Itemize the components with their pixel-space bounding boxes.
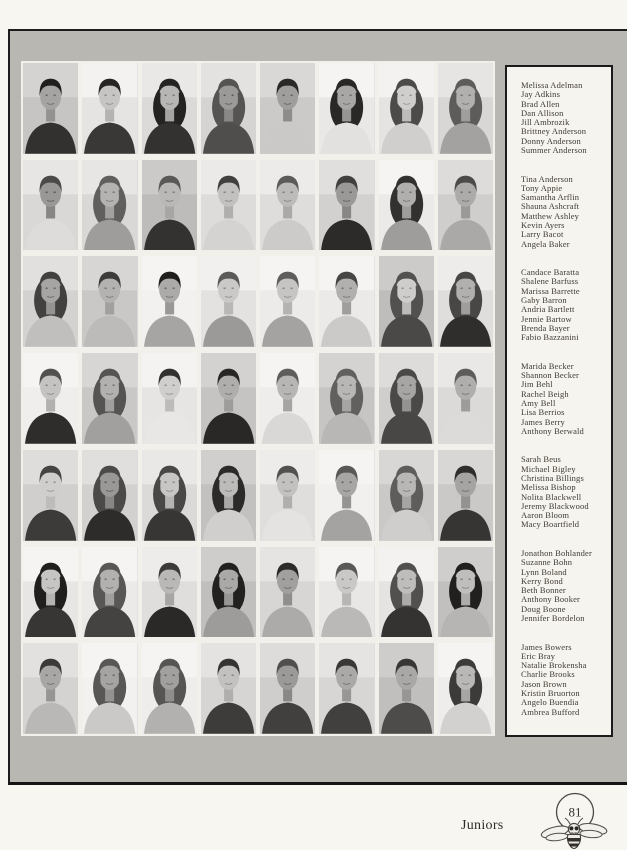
student-name: Jay Adkins [521, 89, 561, 100]
student-name: Tina Anderson [521, 174, 573, 184]
portrait-photo [319, 547, 374, 638]
portrait-photo-grid [23, 63, 493, 734]
student-name: Brad Allen [521, 98, 560, 109]
section-label: Juniors [461, 818, 504, 833]
portrait-photo [201, 643, 256, 734]
portrait-photo [319, 450, 374, 541]
student-name: Jason Brown [521, 678, 567, 689]
student-name: Shauna Ashcraft [521, 201, 580, 212]
name-group-row-6 [521, 549, 607, 643]
student-name: Ambrea Bufford [521, 706, 580, 717]
student-name: Melissa Adelman [521, 81, 583, 90]
portrait-photo [142, 450, 197, 541]
student-name: Matthew Ashley [521, 210, 580, 221]
student-name: Amy Bell [521, 397, 556, 408]
portrait-photo [379, 547, 434, 638]
portrait-photo [379, 450, 434, 541]
portrait-photo [23, 256, 78, 347]
portrait-photo [260, 353, 315, 444]
portrait-photo [142, 547, 197, 638]
portrait-photo [319, 256, 374, 347]
student-name: Shannon Becker [521, 370, 580, 381]
student-name: Christina Billings [521, 472, 584, 483]
portrait-photo [201, 256, 256, 347]
student-name: Summer Anderson [521, 145, 587, 156]
student-name: Jennifer Bordelon [521, 613, 585, 624]
portrait-photo [201, 353, 256, 444]
student-name: Jeremy Blackwood [521, 500, 589, 511]
portrait-photo [201, 547, 256, 638]
portrait-photo [260, 63, 315, 154]
student-name: Macy Boartfield [521, 519, 580, 530]
page-number: 81 [568, 804, 582, 820]
portrait-photo [379, 160, 434, 251]
student-name: Nolita Blackwell [521, 491, 582, 502]
portrait-photo [82, 353, 137, 444]
portrait-photo [142, 643, 197, 734]
student-name: Melissa Bishop [521, 482, 576, 493]
student-name: Rachel Beigh [521, 388, 569, 399]
name-group-row-1 [521, 81, 607, 175]
student-name: Lisa Berrios [521, 407, 565, 418]
portrait-photo [82, 643, 137, 734]
student-name: Marida Becker [521, 361, 574, 371]
portrait-photo [23, 547, 78, 638]
portrait-photo [82, 256, 137, 347]
student-names-panel [505, 65, 613, 737]
student-name: Marissa Barrette [521, 285, 580, 296]
student-name: Michael Bigley [521, 463, 576, 474]
portrait-photo [23, 160, 78, 251]
student-name: Beth Bonner [521, 585, 566, 596]
portrait-photo [82, 63, 137, 154]
portrait-photo [438, 450, 493, 541]
portrait-photo [319, 353, 374, 444]
student-name: Candace Baratta [521, 268, 580, 278]
student-name: Tony Appie [521, 182, 563, 193]
student-name: Charlie Brooks [521, 669, 575, 680]
bee-mascot-icon [538, 791, 610, 849]
student-name: Gaby Barron [521, 295, 567, 306]
portrait-photo [260, 160, 315, 251]
portrait-photo [142, 353, 197, 444]
student-name: Samantha Arflin [521, 192, 580, 203]
student-name: Natalie Brokensha [521, 660, 587, 671]
portrait-photo [438, 353, 493, 444]
portrait-photo [260, 547, 315, 638]
name-group-row-3 [521, 268, 607, 362]
name-group-row-4 [521, 362, 607, 456]
portrait-photo [201, 160, 256, 251]
student-name: Shalene Barfuss [521, 276, 579, 287]
portrait-photo [260, 256, 315, 347]
student-name: Angelo Buendia [521, 697, 579, 708]
portrait-photo [379, 643, 434, 734]
student-name: James Berry [521, 416, 565, 427]
student-name: Suzanne Bohn [521, 557, 573, 568]
student-name: Anthony Booker [521, 594, 580, 605]
student-name: Dan Allison [521, 107, 564, 118]
portrait-photo [201, 450, 256, 541]
student-name: Jim Behl [521, 379, 553, 390]
portrait-photo [319, 63, 374, 154]
student-name: Eric Bray [521, 650, 556, 661]
portrait-photo [142, 256, 197, 347]
portrait-photo [438, 256, 493, 347]
portrait-photo [142, 160, 197, 251]
student-name: Sarah Beus [521, 455, 561, 465]
name-group-row-7 [521, 643, 607, 737]
portrait-photo [438, 643, 493, 734]
portrait-photo [201, 63, 256, 154]
student-name: Donny Anderson [521, 135, 581, 146]
student-name: Jill Ambrozik [521, 117, 570, 128]
portrait-photo [23, 643, 78, 734]
portrait-photo [23, 63, 78, 154]
student-name: Lynn Boland [521, 566, 567, 577]
portrait-photo [438, 63, 493, 154]
student-name: Doug Boone [521, 603, 566, 614]
name-group-row-2 [521, 175, 607, 269]
student-name: Jonathon Bohlander [521, 548, 592, 558]
student-name: Brittney Anderson [521, 126, 587, 137]
portrait-photo [319, 160, 374, 251]
portrait-photo [23, 450, 78, 541]
portrait-photo [82, 450, 137, 541]
portrait-photo [319, 643, 374, 734]
portrait-photo-block [21, 61, 495, 736]
student-name: Larry Bacot [521, 229, 564, 240]
student-name: Jennie Bartow [521, 313, 572, 324]
portrait-photo [23, 353, 78, 444]
portrait-photo [82, 160, 137, 251]
student-name: Brenda Bayer [521, 322, 570, 333]
student-name: Anthony Berwald [521, 425, 584, 436]
student-name: Aaron Bloom [521, 510, 570, 521]
portrait-photo [142, 63, 197, 154]
portrait-photo [260, 450, 315, 541]
student-name: Angela Baker [521, 238, 570, 249]
portrait-photo [260, 643, 315, 734]
student-name: Kevin Ayers [521, 220, 565, 231]
portrait-photo [438, 160, 493, 251]
student-name: Andria Bartlett [521, 304, 575, 315]
portrait-photo [379, 353, 434, 444]
student-name: Kristin Bruorton [521, 688, 580, 699]
student-name: Kerry Bond [521, 575, 563, 586]
portrait-photo [438, 547, 493, 638]
portrait-photo [379, 256, 434, 347]
name-group-row-5 [521, 455, 607, 549]
portrait-photo [379, 63, 434, 154]
student-name: James Bowers [521, 642, 572, 652]
portrait-photo [82, 547, 137, 638]
student-name: Fabio Bazzanini [521, 332, 579, 343]
